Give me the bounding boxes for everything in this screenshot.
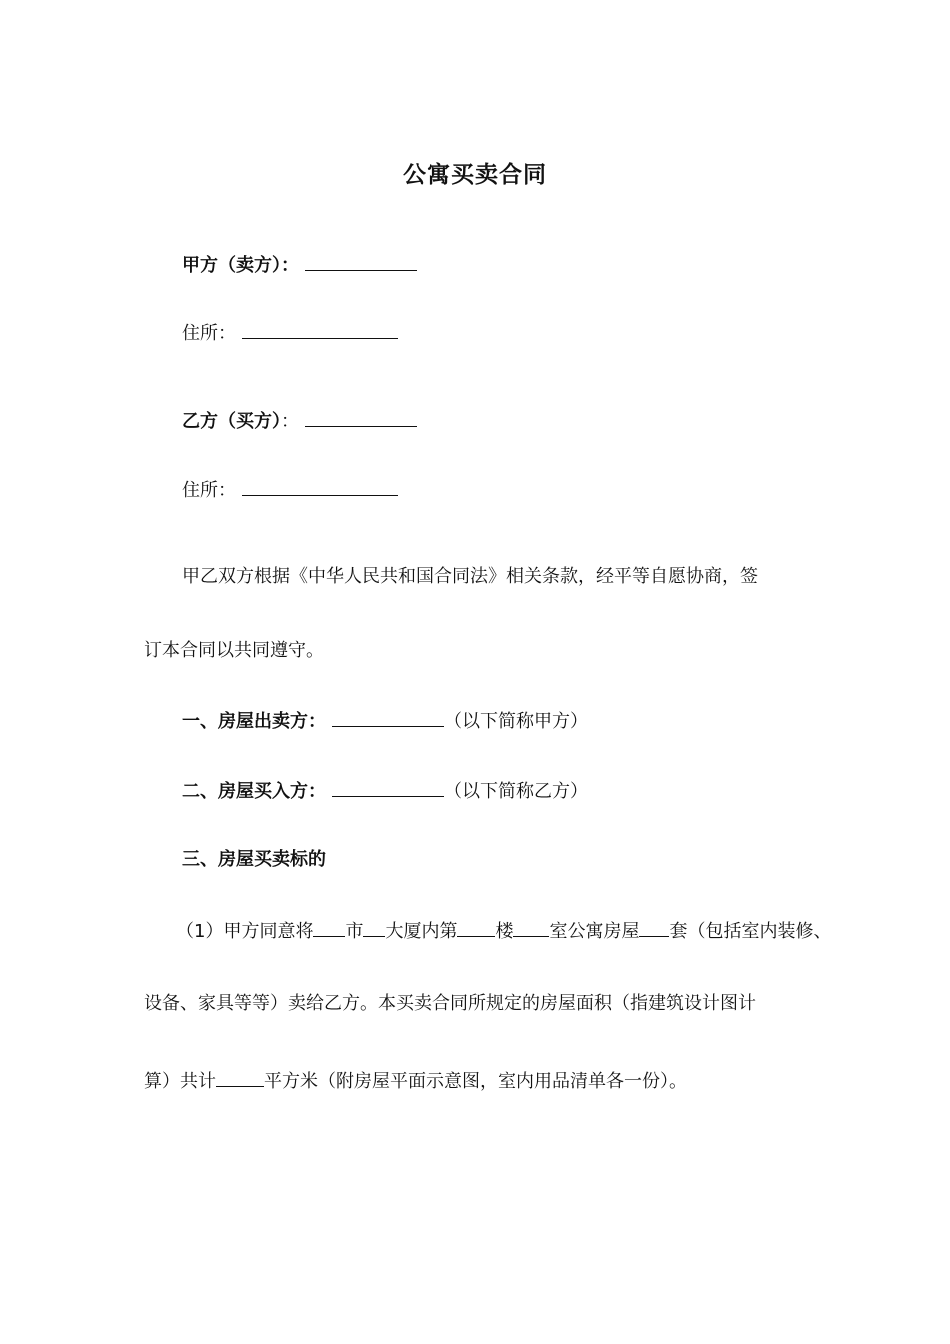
clause-1-text-1: （1）甲方同意将 — [176, 921, 314, 942]
clause-1-text-7: 算）共计 — [144, 1071, 216, 1092]
city-blank[interactable] — [313, 916, 345, 937]
section-1-heading: 一、房屋出卖方： — [182, 711, 326, 732]
clause-1-line-3 — [144, 1066, 687, 1096]
party-a-address-blank[interactable] — [242, 318, 398, 339]
clause-1-text-6: 套（包括室内装修、 — [669, 921, 832, 942]
section-1-note: （以下简称甲方） — [444, 711, 588, 732]
clause-1-line-1 — [176, 916, 831, 946]
party-b-colon: ： — [281, 411, 299, 432]
preamble-line-1: 甲乙双方根据《中华人民共和国合同法》相关条款，经平等自愿协商，签 — [182, 566, 758, 587]
clause-1-text-3: 大厦内第 — [385, 921, 458, 942]
floor-blank[interactable] — [457, 916, 495, 937]
party-b-address-label: 住所： — [182, 480, 236, 501]
party-a-label: 甲方（卖方）： — [182, 255, 299, 276]
document-title: 公寓买卖合同 — [403, 162, 547, 188]
clause-1-text-2: 市 — [345, 921, 364, 942]
clause-1-line-2: 设备、家具等等）卖给乙方。本买卖合同所规定的房屋面积（指建筑设计图计 — [144, 993, 756, 1014]
area-blank[interactable] — [216, 1066, 264, 1087]
building-blank[interactable] — [363, 916, 385, 937]
section-2-heading: 二、房屋买入方： — [182, 781, 326, 802]
section-2-note: （以下简称乙方） — [444, 781, 588, 802]
section-1-line — [182, 706, 588, 736]
preamble-line-2: 订本合同以共同遵守。 — [144, 640, 324, 661]
seller-blank[interactable] — [332, 706, 444, 727]
room-blank[interactable] — [513, 916, 549, 937]
section-2-line — [182, 776, 588, 806]
buyer-blank[interactable] — [332, 776, 444, 797]
party-b-line — [182, 406, 417, 436]
party-b-address-line — [182, 475, 398, 505]
section-3-heading: 三、房屋买卖标的 — [182, 849, 326, 870]
clause-1-text-5: 室公寓房屋 — [549, 921, 640, 942]
units-blank[interactable] — [639, 916, 669, 937]
clause-1-text-4: 楼 — [495, 921, 514, 942]
party-a-line — [182, 250, 417, 280]
party-a-address-label: 住所： — [182, 323, 236, 344]
party-a-address-line — [182, 318, 398, 348]
party-b-address-blank[interactable] — [242, 475, 398, 496]
party-a-name-blank[interactable] — [305, 250, 417, 271]
party-b-label: 乙方（买方） — [182, 411, 281, 432]
clause-1-text-8: 平方米（附房屋平面示意图，室内用品清单各一份）。 — [264, 1071, 687, 1092]
party-b-name-blank[interactable] — [305, 406, 417, 427]
